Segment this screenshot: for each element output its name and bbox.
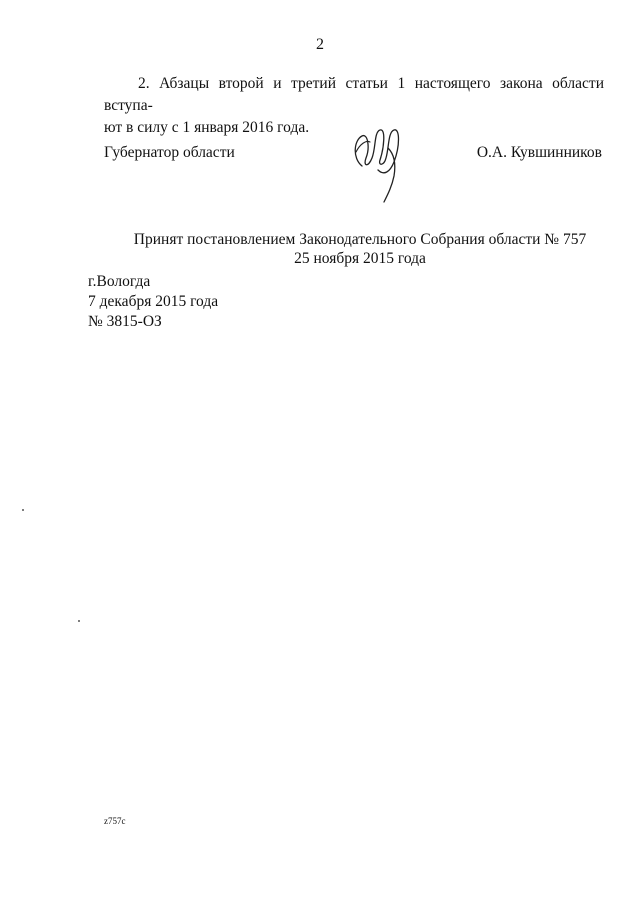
footer-code: z757c <box>104 816 126 826</box>
document-meta <box>88 272 218 332</box>
paragraph-line-2: ют в силу с 1 января 2016 года. <box>104 119 310 136</box>
adoption-note <box>80 230 640 268</box>
adoption-line-2: 25 ноября 2015 года <box>294 250 426 267</box>
adoption-line-1: Принят постановлением Законодательного Собрания области № 757 <box>133 231 587 248</box>
signer-name: О.А. Кувшинников <box>476 144 602 161</box>
paragraph-line-1: 2. Абзацы второй и третий статьи 1 настоящего закона области вступа- <box>104 75 604 114</box>
meta-date: 7 декабря 2015 года <box>88 293 219 310</box>
page-number: 2 <box>316 36 324 53</box>
signer-position: Губернатор области <box>104 144 235 161</box>
scan-speck <box>78 620 80 622</box>
handwritten-signature <box>348 118 410 204</box>
scan-speck <box>22 509 24 511</box>
meta-city: г.Вологда <box>88 273 151 290</box>
meta-number: № 3815-ОЗ <box>88 313 162 330</box>
